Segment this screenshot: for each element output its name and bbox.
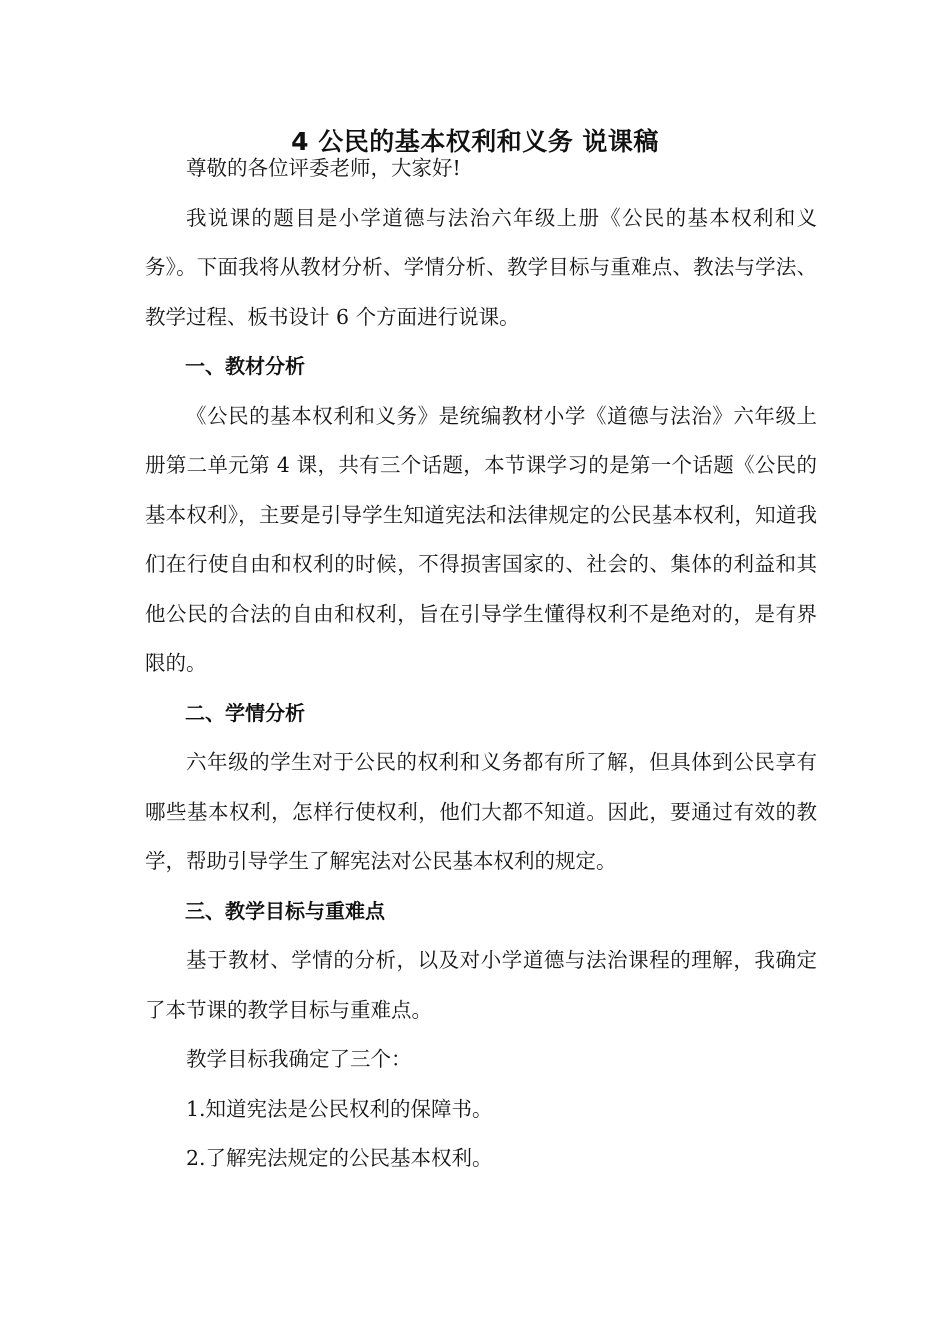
textbook-analysis-paragraph: 《公民的基本权利和义务》是统编教材小学《道德与法治》六年级上册第二单元第 4 课，共有三个话题，本节课学习的是第一个话题《公民的基本权利》，主要是引导学生知道宪法和法律规定的公民基本权利，知道我们在行使自由和权利的时候，不得损害国家的、社会的、集体的利益和其他公民的合法的自由和权利，旨在引导学生懂得权利不是绝对的，是有界限的。 (145, 403, 817, 675)
teaching-goal-item-2: 2.了解宪法规定的公民基本权利。 (186, 1146, 493, 1170)
student-analysis-paragraph: 六年级的学生对于公民的权利和义务都有所了解，但具体到公民享有哪些基本权利，怎样行使权利，他们大都不知道。因此，要通过有效的教学，帮助引导学生了解宪法对公民基本权利的规定。 (145, 750, 817, 873)
intro-paragraph: 我说课的题目是小学道德与法治六年级上册《公民的基本权利和义务》。下面我将从教材分析、学情分析、教学目标与重难点、教法与学法、教学过程、板书设计 6 个方面进行说课。 (145, 205, 817, 329)
section-heading-student-analysis: 二、学情分析 (185, 700, 305, 725)
section-heading-teaching-goals: 三、教学目标与重难点 (185, 898, 385, 923)
greeting-paragraph: 尊敬的各位评委老师，大家好! (186, 156, 461, 180)
document-body (145, 144, 817, 1184)
document-title: 4 公民的基本权利和义务 说课稿 (291, 127, 659, 156)
section-heading-textbook-analysis: 一、教材分析 (185, 354, 305, 378)
teaching-goals-intro: 教学目标我确定了三个： (186, 1047, 412, 1071)
teaching-goals-paragraph: 基于教材、学情的分析，以及对小学道德与法治课程的理解，我确定了本节课的教学目标与重难点。 (145, 948, 817, 1022)
teaching-goal-item-1: 1.知道宪法是公民权利的保障书。 (186, 1096, 493, 1121)
